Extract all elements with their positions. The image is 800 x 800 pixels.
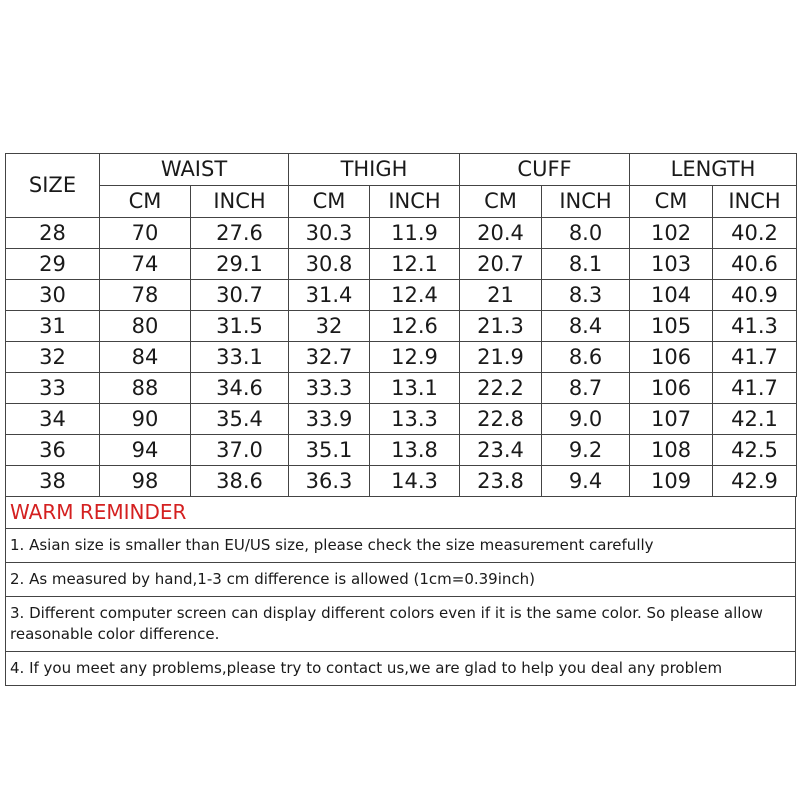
measurement-cell: 40.9: [713, 280, 797, 311]
measurement-cell: 42.5: [713, 435, 797, 466]
measurement-cell: 21.9: [460, 342, 542, 373]
measurement-cell: 94: [100, 435, 191, 466]
measurement-cell: 108: [630, 435, 713, 466]
group-header-cuff: CUFF: [460, 154, 630, 186]
size-cell: 34: [6, 404, 100, 435]
header-row-units: [6, 186, 797, 218]
measurement-cell: 30.7: [191, 280, 289, 311]
measurement-cell: 8.6: [542, 342, 630, 373]
measurement-cell: 9.2: [542, 435, 630, 466]
measurement-cell: 9.0: [542, 404, 630, 435]
measurement-cell: 22.8: [460, 404, 542, 435]
size-table: [5, 153, 797, 497]
measurement-cell: 23.8: [460, 466, 542, 497]
measurement-cell: 90: [100, 404, 191, 435]
measurement-cell: 14.3: [370, 466, 460, 497]
measurement-cell: 8.4: [542, 311, 630, 342]
group-header-thigh: THIGH: [289, 154, 460, 186]
measurement-cell: 106: [630, 373, 713, 404]
unit-header: CM: [460, 186, 542, 218]
measurement-cell: 35.4: [191, 404, 289, 435]
measurement-cell: 33.9: [289, 404, 370, 435]
measurement-cell: 70: [100, 218, 191, 249]
size-cell: 38: [6, 466, 100, 497]
measurement-cell: 22.2: [460, 373, 542, 404]
measurement-cell: 30.3: [289, 218, 370, 249]
measurement-cell: 104: [630, 280, 713, 311]
measurement-cell: 33.1: [191, 342, 289, 373]
measurement-cell: 41.7: [713, 373, 797, 404]
size-cell: 31: [6, 311, 100, 342]
measurement-cell: 80: [100, 311, 191, 342]
measurement-cell: 29.1: [191, 249, 289, 280]
unit-header: CM: [630, 186, 713, 218]
header-row-groups: [6, 154, 797, 186]
measurement-cell: 88: [100, 373, 191, 404]
group-header-waist: WAIST: [100, 154, 289, 186]
measurement-cell: 31.5: [191, 311, 289, 342]
measurement-cell: 20.4: [460, 218, 542, 249]
measurement-cell: 102: [630, 218, 713, 249]
measurement-cell: 8.7: [542, 373, 630, 404]
measurement-cell: 41.3: [713, 311, 797, 342]
table-row: [6, 373, 797, 404]
measurement-cell: 42.1: [713, 404, 797, 435]
size-cell: 33: [6, 373, 100, 404]
size-cell: 29: [6, 249, 100, 280]
measurement-cell: 105: [630, 311, 713, 342]
measurement-cell: 31.4: [289, 280, 370, 311]
measurement-cell: 20.7: [460, 249, 542, 280]
measurement-cell: 13.1: [370, 373, 460, 404]
measurement-cell: 74: [100, 249, 191, 280]
reminder-note: 1. Asian size is smaller than EU/US size, please check the size measurement carefully: [6, 529, 795, 563]
measurement-cell: 33.3: [289, 373, 370, 404]
measurement-cell: 34.6: [191, 373, 289, 404]
measurement-cell: 109: [630, 466, 713, 497]
reminder-note: 4. If you meet any problems,please try to contact us,we are glad to help you deal any problem: [10, 659, 723, 677]
unit-header: CM: [100, 186, 191, 218]
measurement-cell: 8.3: [542, 280, 630, 311]
table-row: [6, 342, 797, 373]
measurement-cell: 11.9: [370, 218, 460, 249]
unit-header: INCH: [542, 186, 630, 218]
table-row: [6, 311, 797, 342]
measurement-cell: 9.4: [542, 466, 630, 497]
unit-header: INCH: [191, 186, 289, 218]
measurement-cell: 38.6: [191, 466, 289, 497]
size-header: SIZE: [6, 154, 100, 218]
size-cell: 32: [6, 342, 100, 373]
measurement-cell: 30.8: [289, 249, 370, 280]
group-header-length: LENGTH: [630, 154, 797, 186]
size-cell: 30: [6, 280, 100, 311]
measurement-cell: 107: [630, 404, 713, 435]
measurement-cell: 40.6: [713, 249, 797, 280]
table-row: [6, 218, 797, 249]
table-row: [6, 280, 797, 311]
measurement-cell: 23.4: [460, 435, 542, 466]
measurement-cell: 37.0: [191, 435, 289, 466]
measurement-cell: 78: [100, 280, 191, 311]
measurement-cell: 13.8: [370, 435, 460, 466]
measurement-cell: 32: [289, 311, 370, 342]
measurement-cell: 12.9: [370, 342, 460, 373]
table-row: [6, 404, 797, 435]
size-cell: 28: [6, 218, 100, 249]
measurement-cell: 40.2: [713, 218, 797, 249]
measurement-cell: 106: [630, 342, 713, 373]
measurement-cell: 35.1: [289, 435, 370, 466]
table-row: [6, 249, 797, 280]
measurement-cell: 21.3: [460, 311, 542, 342]
reminder-title: WARM REMINDER: [6, 497, 795, 529]
measurement-cell: 8.1: [542, 249, 630, 280]
measurement-cell: 12.6: [370, 311, 460, 342]
unit-header: CM: [289, 186, 370, 218]
measurement-cell: 32.7: [289, 342, 370, 373]
measurement-cell: 12.1: [370, 249, 460, 280]
measurement-cell: 41.7: [713, 342, 797, 373]
measurement-cell: 21: [460, 280, 542, 311]
table-row: [6, 435, 797, 466]
reminder-note: 2. As measured by hand,1-3 cm difference is allowed (1cm=0.39inch): [6, 563, 795, 597]
measurement-cell: 103: [630, 249, 713, 280]
measurement-cell: 12.4: [370, 280, 460, 311]
measurement-cell: 8.0: [542, 218, 630, 249]
measurement-cell: 84: [100, 342, 191, 373]
warm-reminder: [5, 497, 796, 686]
measurement-cell: 13.3: [370, 404, 460, 435]
unit-header: INCH: [713, 186, 797, 218]
table-row: [6, 466, 797, 497]
size-cell: 36: [6, 435, 100, 466]
measurement-cell: 36.3: [289, 466, 370, 497]
size-chart: [5, 153, 796, 686]
measurement-cell: 27.6: [191, 218, 289, 249]
unit-header: INCH: [370, 186, 460, 218]
measurement-cell: 42.9: [713, 466, 797, 497]
reminder-note: 3. Different computer screen can display different colors even if it is the same color. So please allow reasonable color difference.: [6, 597, 795, 652]
measurement-cell: 98: [100, 466, 191, 497]
